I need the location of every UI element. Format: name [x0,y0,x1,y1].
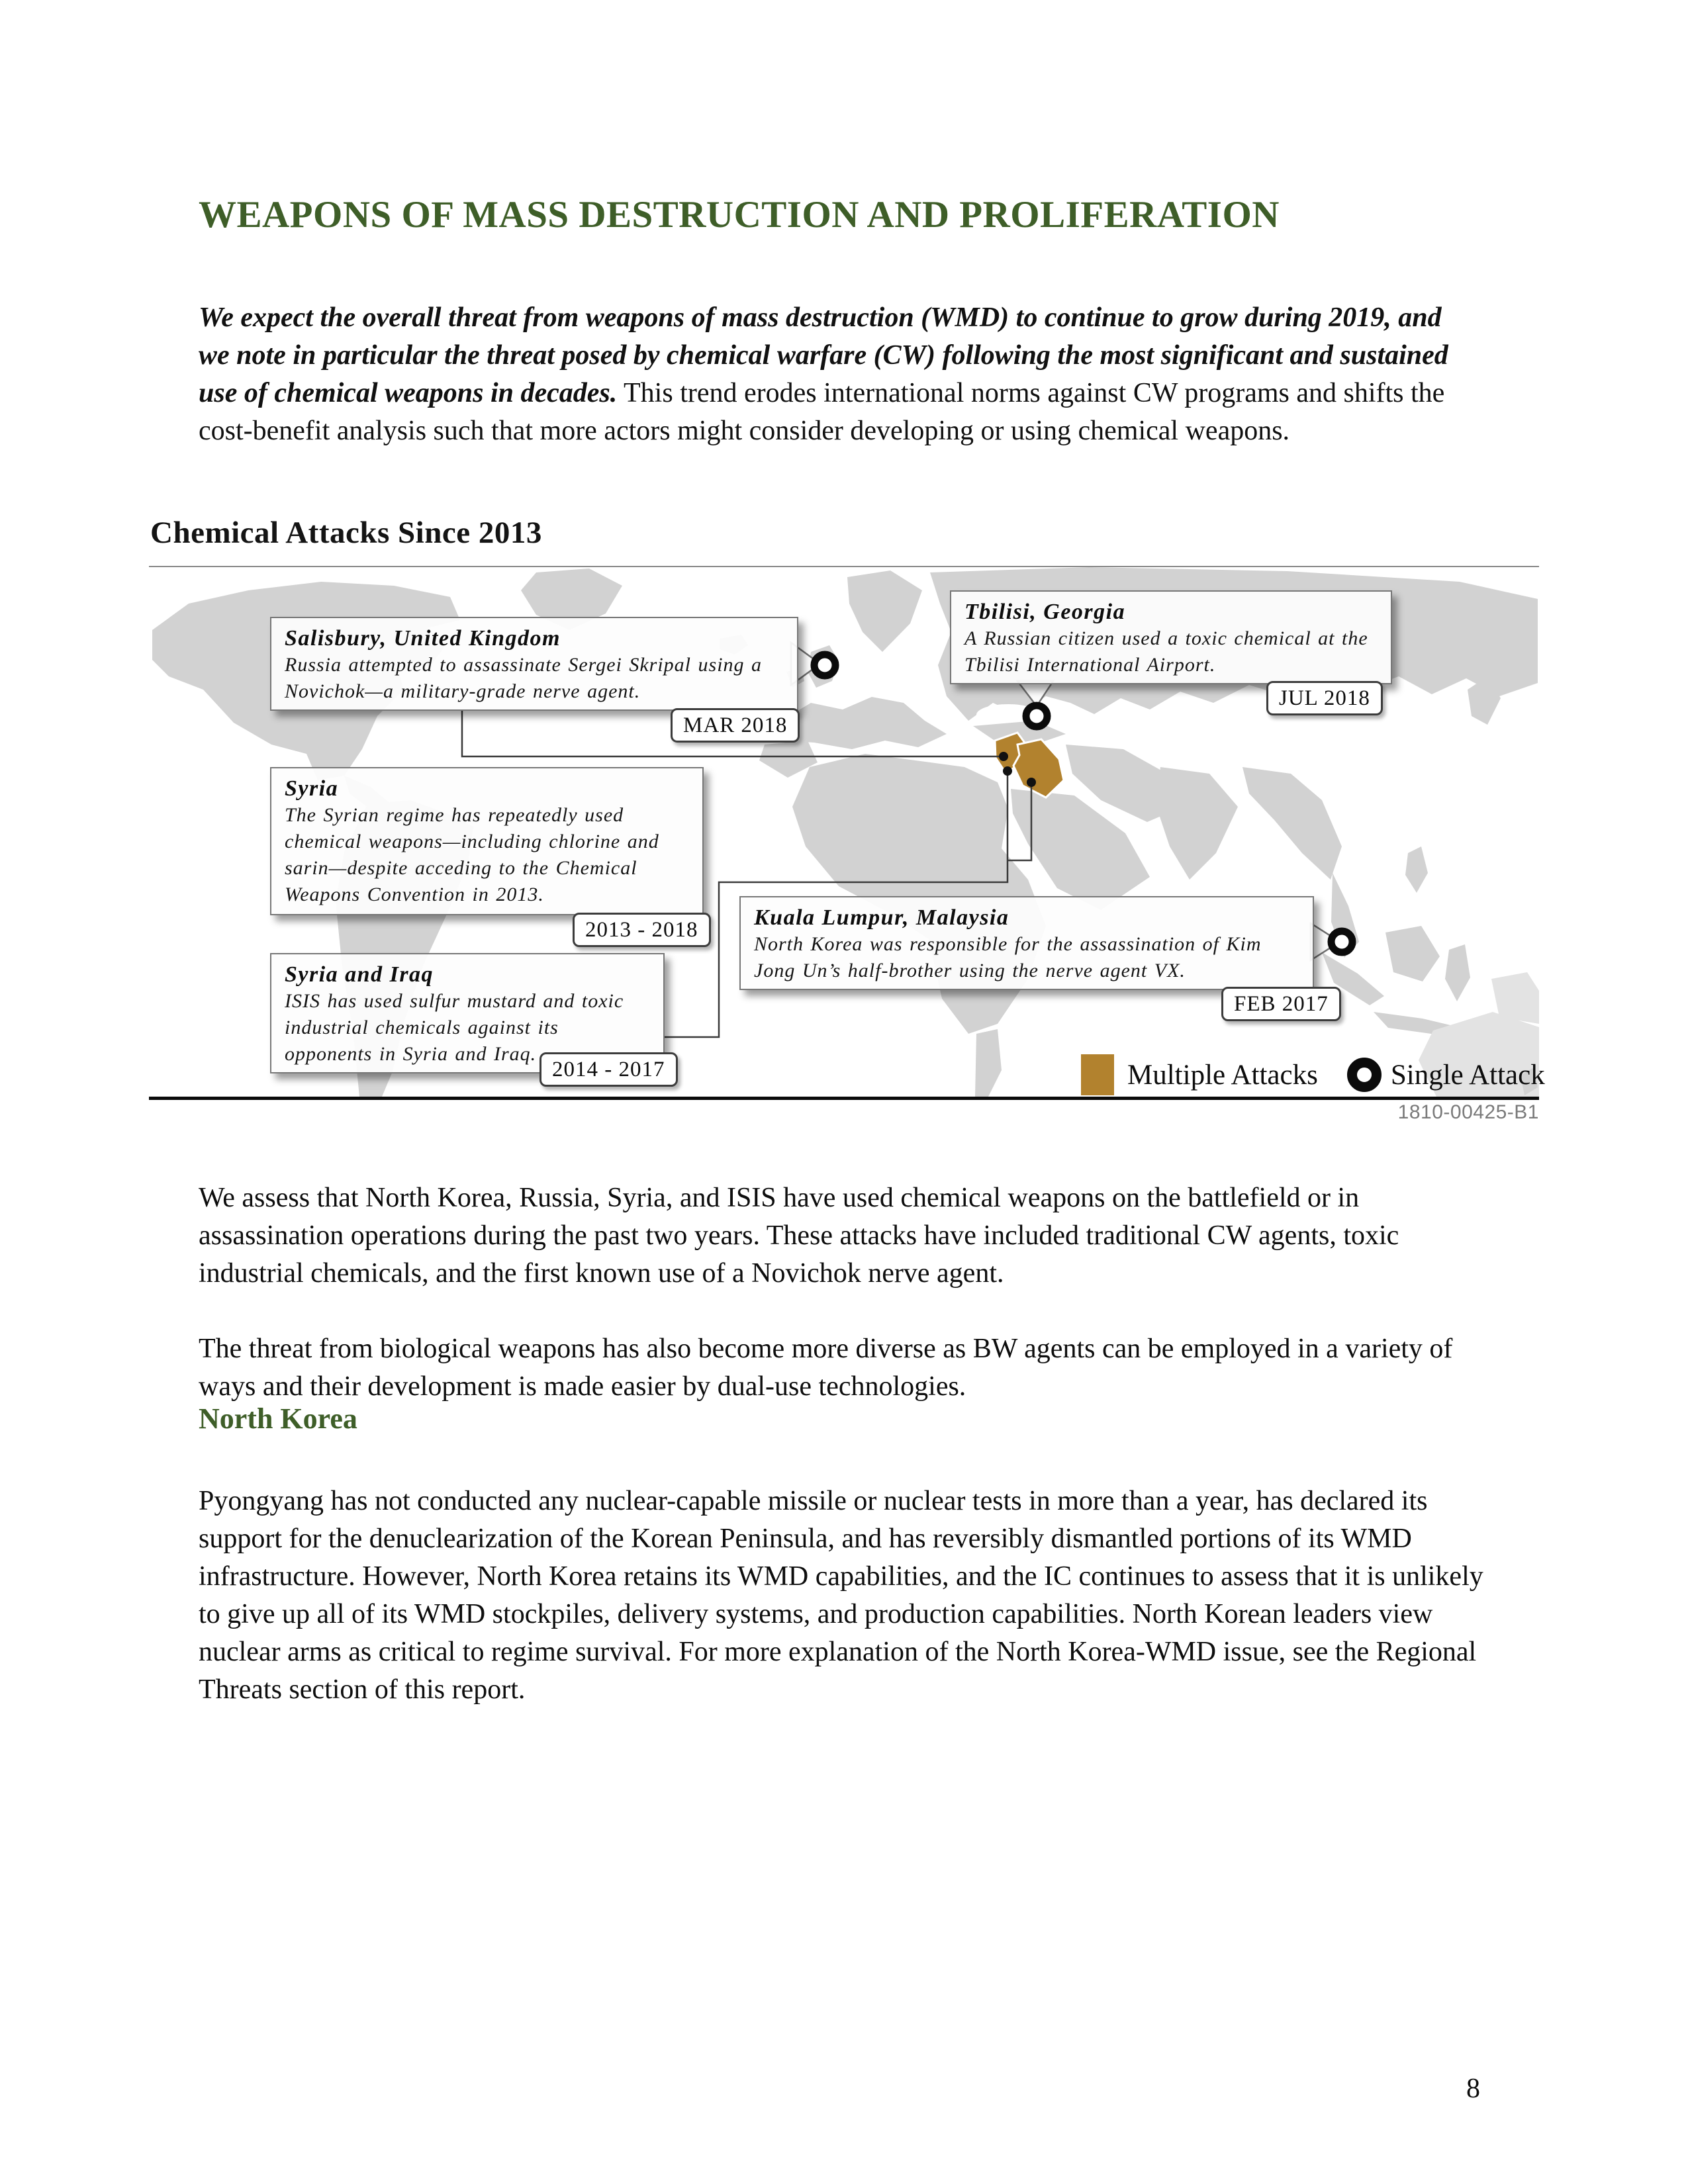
callout-body: Russia attempted to assassinate Sergei Skripal using a Novichok—a military-grade nerve agent. [285,654,763,702]
callout-date-tag-syria-iraq: 2014 - 2017 [539,1052,678,1087]
island-madagascar [975,1029,1002,1097]
callout-date-tag-salisbury: MAR 2018 [671,708,800,743]
callout-title: Tbilisi, Georgia [964,600,1126,624]
callout-title: Syria and Iraq [285,962,434,987]
single-attack-marker-kuala-lumpur [1331,931,1352,952]
callout-salisbury [270,617,798,711]
island-philippines [1405,846,1428,893]
chemical-attacks-map-figure [149,566,1545,1100]
region-southeast-asia [1243,767,1342,880]
intro-rest-text: This trend erodes international norms against CW programs and shifts the cost-benefit analysis such that more actors might consider developing or using chemical weapons. [199,378,1445,446]
region-india [1156,767,1238,880]
callout-date-tag-kuala-lumpur: FEB 2017 [1221,987,1341,1021]
callout-body: North Korea was responsible for the assassination of Kim Jong Un’s half-brother using the nerve agent VX. [754,933,1262,981]
callout-title: Kuala Lumpur, Malaysia [754,905,1009,930]
single-attack-ring-icon [1347,1058,1382,1092]
callout-date-tag-tbilisi: JUL 2018 [1266,681,1383,715]
paragraph-assessment: We assess that North Korea, Russia, Syria, and ISIS have used chemical weapons on the battlefield or in assassination operations during the past two years. These attacks have included traditional CW agents, toxic industrial chemicals, and the first known use of a Novichok nerve agent. [199,1183,1399,1289]
island-borneo [1385,926,1440,981]
map-legend [1081,1054,1545,1096]
callout-body: A Russian citizen used a toxic chemical at the Tbilisi International Airport. [964,627,1368,676]
callout-body: The Syrian regime has repeatedly used chemical weapons—including chlorine and sarin—despite acceding to the Chemical Weapons Convention in 2013. [285,804,659,905]
callout-kuala-lumpur [739,896,1314,990]
page-title: WEAPONS OF MASS DESTRUCTION AND PROLIFERATION [199,194,1280,236]
single-attack-marker-tbilisi [1026,705,1047,727]
callout-syria [270,767,704,915]
single-attack-marker-salisbury [814,655,835,676]
callout-title: Syria [285,776,339,801]
callout-body: ISIS has used sulfur mustard and toxic industrial chemicals against its opponents in Syria and Iraq. [285,990,624,1065]
legend-multiple-label: Multiple Attacks [1127,1059,1318,1091]
callout-date-tag-syria: 2013 - 2018 [573,913,711,947]
legend-single-label: Single Attack [1390,1059,1545,1091]
region-scandinavia [847,570,922,652]
multiple-attacks-swatch-icon [1081,1054,1114,1095]
paragraph-north-korea: Pyongyang has not conducted any nuclear-capable missile or nuclear tests in more than a year, has declared its support for the denuclearization of the Korean Peninsula, and has reversibly dismantled portions of its WMD infrastructure. However, North Korea retains its WMD capabilities, and the IC continues to assess that it is unlikely to give up all of its WMD stockpiles, delivery systems, and production capabilities. North Korean leaders view nuclear arms as critical to regime survival. For more explanation of the North Korea-WMD issue, see the Regional Threats section of this report. [199,1486,1483,1705]
iraq-highlight [1013,739,1064,797]
intro-lead-text: We expect the overall threat from weapons of mass destruction (WMD) to continue to grow during 2019, and we note in particular the threat posed by chemical warfare (CW) following the most significant and sustained use of chemical weapons in decades. [199,302,1448,408]
figure-id-caption: 1810-00425-B1 [1397,1101,1539,1123]
attack-dot-syria-2 [1003,766,1012,776]
section-heading-north-korea: North Korea [199,1402,357,1435]
figure-heading: Chemical Attacks Since 2013 [150,516,542,550]
callout-tbilisi [950,590,1392,684]
attack-dot-iraq [1027,778,1036,787]
callout-title: Salisbury, United Kingdom [285,626,561,651]
island-sulawesi [1445,944,1470,1001]
intro-paragraph [199,299,1460,450]
attack-dot-syria-1 [999,752,1008,761]
page-number: 8 [1466,2073,1480,2104]
paragraph-biological: The threat from biological weapons has also become more diverse as BW agents can be employed in a variety of ways and their development is made easier by dual-use technologies. [199,1334,1453,1402]
